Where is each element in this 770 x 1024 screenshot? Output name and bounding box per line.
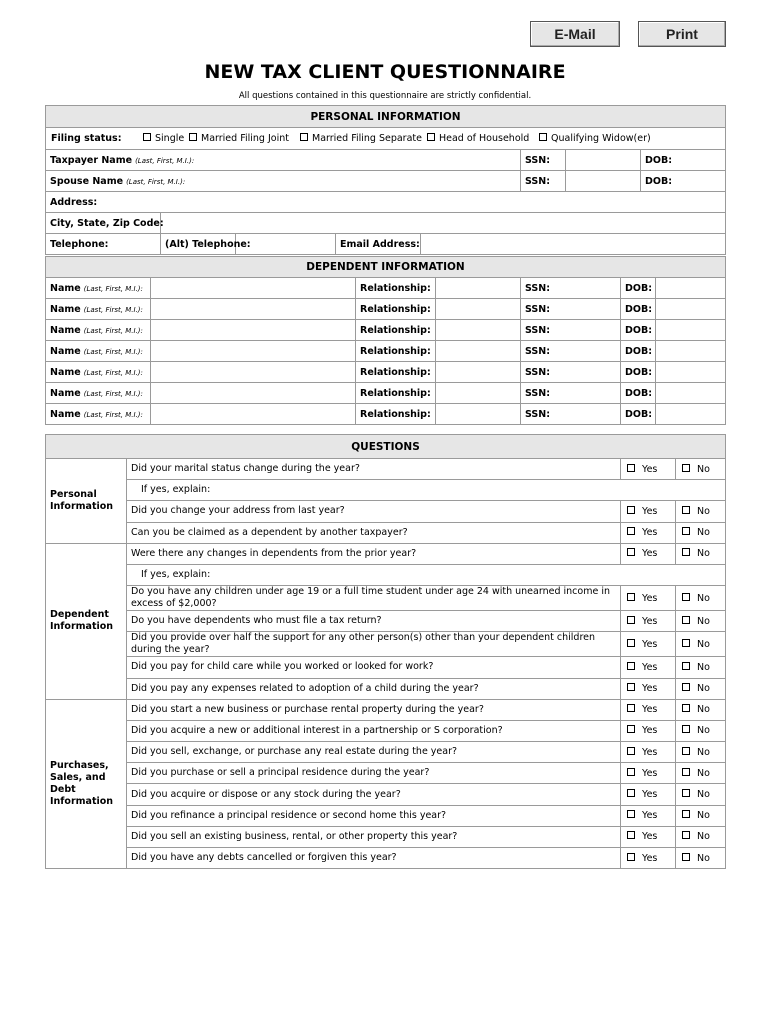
dependent-relationship-label: Relationship: (356, 404, 436, 425)
dependent-relationship-label: Relationship: (356, 278, 436, 299)
checkbox-icon[interactable] (627, 464, 635, 472)
telephone-label: Telephone: (46, 234, 161, 255)
checkbox-icon[interactable] (682, 548, 690, 556)
alt-telephone-label: (Alt) Telephone: (161, 234, 236, 255)
filing-option-single[interactable]: Single (143, 128, 184, 149)
address-field[interactable]: Address: (46, 192, 726, 213)
question-row (46, 805, 726, 826)
checkbox-icon[interactable] (682, 747, 690, 755)
filing-option-married-separate[interactable]: Married Filing Separate (300, 128, 422, 149)
no-option[interactable]: No (676, 784, 726, 805)
no-option[interactable]: No (676, 543, 726, 564)
filing-status-label: Filing status: (51, 133, 122, 144)
checkbox-icon[interactable] (682, 662, 690, 670)
question-row (46, 480, 726, 501)
no-option[interactable]: No (676, 699, 726, 720)
dependent-name-label: Name (Last, First, M.I.): (46, 278, 151, 299)
checkbox-icon[interactable] (682, 593, 690, 601)
checkbox-icon[interactable] (627, 662, 635, 670)
personal-section-header: PERSONAL INFORMATION (46, 106, 726, 128)
dependent-ssn-label: SSN: (521, 320, 621, 341)
dependent-name-label: Name (Last, First, M.I.): (46, 362, 151, 383)
dependent-ssn-label: SSN: (521, 299, 621, 320)
dependent-ssn-label: SSN: (521, 383, 621, 404)
question-text: Did you sell an existing business, rental, or other property this year? (127, 826, 621, 847)
question-text: Did you provide over half the support for any other person(s) other than your dependent children during the year? (127, 632, 621, 657)
dependent-dob-field[interactable] (656, 404, 726, 425)
dependent-name-field[interactable] (151, 383, 356, 404)
checkbox-icon[interactable] (682, 527, 690, 535)
question-text: Do you have any children under age 19 or a full time student under age 24 with unearned income in excess of $2,000? (127, 586, 621, 611)
personal-information-table (45, 105, 726, 255)
question-row (46, 720, 726, 741)
checkbox-icon[interactable] (300, 133, 308, 141)
dependent-row (46, 404, 726, 425)
no-option[interactable]: No (676, 586, 726, 611)
taxpayer-ssn-field[interactable] (566, 150, 641, 171)
questions-table (45, 434, 726, 869)
checkbox-icon[interactable] (682, 853, 690, 861)
checkbox-icon[interactable] (682, 464, 690, 472)
no-option[interactable]: No (676, 632, 726, 657)
checkbox-icon[interactable] (682, 768, 690, 776)
checkbox-icon[interactable] (627, 616, 635, 624)
email-address-field[interactable] (421, 234, 726, 255)
questions-section-header: QUESTIONS (46, 435, 726, 459)
checkbox-icon[interactable] (627, 639, 635, 647)
no-option[interactable]: No (676, 611, 726, 632)
question-row (46, 848, 726, 869)
no-option[interactable]: No (676, 501, 726, 522)
dependent-relationship-field[interactable] (436, 383, 521, 404)
question-row (46, 501, 726, 522)
spouse-name-label: Spouse Name (50, 175, 124, 187)
no-option[interactable]: No (676, 805, 726, 826)
dependent-dob-label: DOB: (621, 278, 656, 299)
dependent-rows (46, 278, 726, 425)
question-text: Can you be claimed as a dependent by another taxpayer? (127, 522, 621, 543)
dependent-dob-field[interactable] (656, 341, 726, 362)
dependent-relationship-label: Relationship: (356, 320, 436, 341)
checkbox-icon[interactable] (427, 133, 435, 141)
filing-status-row (46, 128, 726, 150)
yes-option[interactable]: Yes (621, 543, 676, 564)
checkbox-icon[interactable] (539, 133, 547, 141)
dependent-row (46, 383, 726, 404)
dependent-row (46, 341, 726, 362)
dependent-relationship-field[interactable] (436, 362, 521, 383)
spouse-ssn-label: SSN: (521, 171, 566, 192)
city-state-zip-field[interactable] (161, 213, 726, 234)
question-row (46, 742, 726, 763)
question-text: Did you have any debts cancelled or forgiven this year? (127, 848, 621, 869)
checkbox-icon[interactable] (627, 593, 635, 601)
dependent-relationship-label: Relationship: (356, 362, 436, 383)
dependent-dob-label: DOB: (621, 299, 656, 320)
checkbox-icon[interactable] (627, 548, 635, 556)
spouse-dob-field[interactable]: DOB: (641, 171, 726, 192)
taxpayer-ssn-label: SSN: (521, 150, 566, 171)
yes-option[interactable]: Yes (621, 699, 676, 720)
dependent-relationship-field[interactable] (436, 404, 521, 425)
yes-option[interactable]: Yes (621, 501, 676, 522)
yes-option[interactable]: Yes (621, 763, 676, 784)
dependent-name-field[interactable] (151, 404, 356, 425)
question-category: Personal Information (46, 459, 127, 544)
explain-field[interactable]: If yes, explain: (127, 564, 726, 585)
filing-option-qualifying-widow[interactable]: Qualifying Widow(er) (539, 128, 651, 149)
checkbox-icon[interactable] (627, 704, 635, 712)
checkbox-icon[interactable] (682, 683, 690, 691)
yes-option[interactable]: Yes (621, 848, 676, 869)
question-row (46, 678, 726, 699)
dependent-relationship-field[interactable] (436, 278, 521, 299)
checkbox-icon[interactable] (627, 789, 635, 797)
question-text: Did your marital status change during the year? (127, 459, 621, 480)
question-row (46, 586, 726, 611)
dependent-dob-label: DOB: (621, 383, 656, 404)
city-state-zip-label: City, State, Zip Code: (46, 213, 161, 234)
no-option[interactable]: No (676, 848, 726, 869)
dependent-row (46, 278, 726, 299)
checkbox-icon[interactable] (627, 853, 635, 861)
dependent-ssn-label: SSN: (521, 278, 621, 299)
no-option[interactable]: No (676, 459, 726, 480)
question-text: Did you acquire or dispose or any stock during the year? (127, 784, 621, 805)
dependent-row (46, 362, 726, 383)
email-button[interactable]: E-Mail (530, 21, 620, 47)
yes-option[interactable]: Yes (621, 784, 676, 805)
dependent-relationship-label: Relationship: (356, 341, 436, 362)
no-option[interactable]: No (676, 522, 726, 543)
question-category: Purchases, Sales, and Debt Information (46, 699, 127, 869)
checkbox-icon[interactable] (627, 831, 635, 839)
checkbox-icon[interactable] (682, 704, 690, 712)
no-option[interactable]: No (676, 720, 726, 741)
dependent-relationship-field[interactable] (436, 341, 521, 362)
question-text: Did you acquire a new or additional interest in a partnership or S corporation? (127, 720, 621, 741)
question-text: Did you start a new business or purchase rental property during the year? (127, 699, 621, 720)
no-option[interactable]: No (676, 742, 726, 763)
yes-option[interactable]: Yes (621, 632, 676, 657)
yes-option[interactable]: Yes (621, 805, 676, 826)
dependent-name-field[interactable] (151, 320, 356, 341)
question-text: Were there any changes in dependents from the prior year? (127, 543, 621, 564)
checkbox-icon[interactable] (682, 639, 690, 647)
yes-option[interactable]: Yes (621, 522, 676, 543)
checkbox-icon[interactable] (189, 133, 197, 141)
checkbox-icon[interactable] (682, 506, 690, 514)
filing-option-head-of-household[interactable]: Head of Household (427, 128, 529, 149)
dependent-ssn-label: SSN: (521, 362, 621, 383)
checkbox-icon[interactable] (627, 768, 635, 776)
yes-option[interactable]: Yes (621, 586, 676, 611)
dependent-ssn-label: SSN: (521, 341, 621, 362)
question-category: Dependent Information (46, 543, 127, 699)
dependent-dob-label: DOB: (621, 320, 656, 341)
question-row (46, 564, 726, 585)
question-text: Did you refinance a principal residence or second home this year? (127, 805, 621, 826)
dependent-name-label: Name (Last, First, M.I.): (46, 299, 151, 320)
print-button[interactable]: Print (638, 21, 726, 47)
yes-option[interactable]: Yes (621, 657, 676, 678)
yes-option[interactable]: Yes (621, 720, 676, 741)
no-option[interactable]: No (676, 657, 726, 678)
checkbox-icon[interactable] (627, 506, 635, 514)
spouse-ssn-field[interactable] (566, 171, 641, 192)
no-option[interactable]: No (676, 826, 726, 847)
checkbox-icon[interactable] (682, 725, 690, 733)
yes-option[interactable]: Yes (621, 459, 676, 480)
checkbox-icon[interactable] (627, 747, 635, 755)
checkbox-icon[interactable] (682, 616, 690, 624)
no-option[interactable]: No (676, 678, 726, 699)
yes-option[interactable]: Yes (621, 742, 676, 763)
name-format-hint: (Last, First, M.I.): (135, 156, 195, 165)
taxpayer-name-label: Taxpayer Name (50, 154, 133, 166)
question-row (46, 543, 726, 564)
dependent-dob-field[interactable] (656, 362, 726, 383)
dependent-name-field[interactable] (151, 278, 356, 299)
dependent-relationship-label: Relationship: (356, 299, 436, 320)
dependent-relationship-field[interactable] (436, 299, 521, 320)
dependent-information-table (45, 256, 726, 425)
question-row (46, 763, 726, 784)
filing-option-married-joint[interactable]: Married Filing Joint (189, 128, 289, 149)
dependent-dob-label: DOB: (621, 341, 656, 362)
question-row (46, 611, 726, 632)
checkbox-icon[interactable] (627, 683, 635, 691)
question-row (46, 459, 726, 480)
email-address-label: Email Address: (336, 234, 421, 255)
question-text: Did you sell, exchange, or purchase any real estate during the year? (127, 742, 621, 763)
dependent-dob-field[interactable] (656, 320, 726, 341)
dependent-dob-field[interactable] (656, 278, 726, 299)
question-text: Did you pay for child care while you worked or looked for work? (127, 657, 621, 678)
taxpayer-dob-field[interactable]: DOB: (641, 150, 726, 171)
question-rows (46, 459, 726, 869)
dependent-name-label: Name (Last, First, M.I.): (46, 404, 151, 425)
taxpayer-name-field[interactable] (46, 150, 521, 171)
yes-option[interactable]: Yes (621, 611, 676, 632)
question-text: Did you purchase or sell a principal residence during the year? (127, 763, 621, 784)
no-option[interactable]: No (676, 763, 726, 784)
explain-field[interactable]: If yes, explain: (127, 480, 726, 501)
dependent-name-label: Name (Last, First, M.I.): (46, 383, 151, 404)
checkbox-icon[interactable] (682, 810, 690, 818)
dependent-name-label: Name (Last, First, M.I.): (46, 320, 151, 341)
question-text: Do you have dependents who must file a tax return? (127, 611, 621, 632)
question-text: Did you change your address from last year? (127, 501, 621, 522)
checkbox-icon[interactable] (682, 831, 690, 839)
question-row (46, 632, 726, 657)
dependent-row (46, 299, 726, 320)
question-text: Did you pay any expenses related to adoption of a child during the year? (127, 678, 621, 699)
dependent-name-field[interactable] (151, 299, 356, 320)
dependent-dob-label: DOB: (621, 362, 656, 383)
yes-option[interactable]: Yes (621, 678, 676, 699)
question-row (46, 522, 726, 543)
confidentiality-notice: All questions contained in this questionnaire are strictly confidential. (238, 91, 532, 101)
question-row (46, 784, 726, 805)
dependent-name-field[interactable] (151, 341, 356, 362)
dependent-row (46, 320, 726, 341)
dependent-name-field[interactable] (151, 362, 356, 383)
checkbox-icon[interactable] (627, 725, 635, 733)
dependent-dob-field[interactable] (656, 383, 726, 404)
dependent-relationship-field[interactable] (436, 320, 521, 341)
dependent-relationship-label: Relationship: (356, 383, 436, 404)
dependent-dob-label: DOB: (621, 404, 656, 425)
dependent-section-header: DEPENDENT INFORMATION (46, 257, 726, 278)
name-format-hint: (Last, First, M.I.): (126, 177, 186, 186)
checkbox-icon[interactable] (627, 810, 635, 818)
checkbox-icon[interactable] (682, 789, 690, 797)
dependent-name-label: Name (Last, First, M.I.): (46, 341, 151, 362)
dependent-dob-field[interactable] (656, 299, 726, 320)
checkbox-icon[interactable] (143, 133, 151, 141)
spouse-name-field[interactable] (46, 171, 521, 192)
page-title: NEW TAX CLIENT QUESTIONNAIRE (204, 61, 566, 83)
yes-option[interactable]: Yes (621, 826, 676, 847)
checkbox-icon[interactable] (627, 527, 635, 535)
question-row (46, 699, 726, 720)
question-row (46, 826, 726, 847)
question-row (46, 657, 726, 678)
dependent-ssn-label: SSN: (521, 404, 621, 425)
